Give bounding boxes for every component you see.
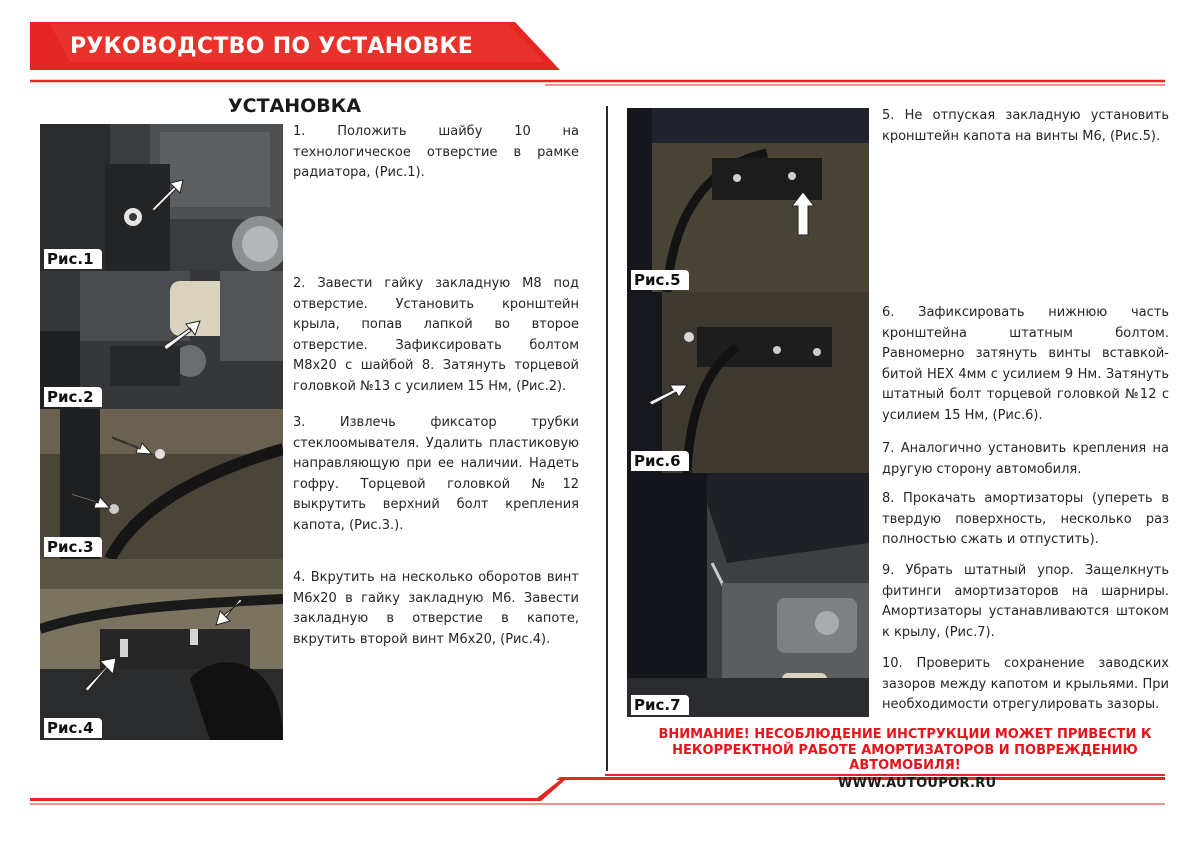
step-3: 3. Извлечь фиксатор трубки стеклоомывателя. Удалить пластиковую направляющую при ее наличии. Надеть гофру. Торцевой головкой №12 выкрутить верхний болт крепления капота, (Рис.3.). (293, 415, 579, 533)
figure-1-label: Рис.1 (44, 249, 102, 269)
figure-5-photo (627, 108, 869, 292)
step-2: 2. Завести гайку закладную М8 под отверстие. Установить кронштейн крыла, попав лапкой во вторoе отверстие. Зафиксировать болтом М8х20 с шайбой 8. Затянуть торцевой головкой №13 с усилием 15 Нм, (Рис.2). (293, 276, 579, 394)
figure-2-label: Рис.2 (44, 387, 102, 407)
footer-rules (0, 760, 1200, 840)
column-divider (606, 106, 608, 771)
figure-6-label: Рис.6 (631, 451, 689, 471)
warning-text: ВНИМАНИЕ! НЕСОБЛЮДЕНИЕ ИНСТРУКЦИИ МОЖЕТ ПРИВЕСТИ К НЕКОРРЕКТНОЙ РАБОТЕ АМОРТИЗАТОРОВ И ПОВРЕЖДЕНИЮ АВТОМОБИЛЯ! (658, 727, 1152, 773)
figure-3-photo (40, 409, 283, 559)
step-5: 5. Не отпуская закладную установить кронштейн капота на винты М6, (Рис.5). (882, 108, 1169, 144)
figure-5-label: Рис.5 (631, 270, 689, 290)
figure-4-photo (40, 559, 283, 740)
figure-1-photo (40, 124, 283, 271)
step-8: 8. Прокачать амортизаторы (упереть в твердую поверхность, несколько раз полностью сжать и отпустить). (882, 491, 1169, 547)
figure-4-label: Рис.4 (44, 718, 102, 738)
step-9: 9. Убрать штатный упор. Защелкнуть фитинги амортизаторов на шарниры. Амортизаторы устанавливаются штоком к крылу, (Рис.7). (882, 563, 1169, 640)
website-link[interactable]: WWW.AUTOUPOR.RU (838, 776, 997, 791)
step-6: 6. Зафиксировать нижнюю часть кронштейна штатным болтом. Равномерно затянуть винты вставкой-битой HEX 4мм с усилием 9 Нм. Затянуть штатный болт торцевой головкой №12 с усилием 15 Нм, (Рис.6). (882, 305, 1169, 423)
figure-7-photo (627, 473, 869, 717)
figure-2-photo (40, 271, 283, 409)
figure-3-label: Рис.3 (44, 537, 102, 557)
step-10: 10. Проверить сохранение заводских зазоров между капотом и крыльями. При необходимости отрегулировать зазоры. (882, 656, 1169, 712)
figure-6-photo (627, 292, 869, 473)
header-title: РУКОВОДСТВО ПО УСТАНОВКЕ (70, 34, 474, 59)
section-title: УСТАНОВКА (228, 95, 362, 117)
step-1: 1. Положить шайбу 10 на технологическое отверстие в рамке радиатора, (Рис.1). (293, 124, 579, 180)
header-rule (0, 76, 1200, 88)
figure-7-label: Рис.7 (631, 695, 689, 715)
step-4: 4. Вкрутить на несколько оборотов винт М6х20 в гайку закладную М6. Завести закладную в отверстие в капоте, вкрутить второй винт М6х20, (Рис.4). (293, 570, 579, 647)
step-7: 7. Аналогично установить крепления на другую сторону автомобиля. (882, 441, 1169, 477)
